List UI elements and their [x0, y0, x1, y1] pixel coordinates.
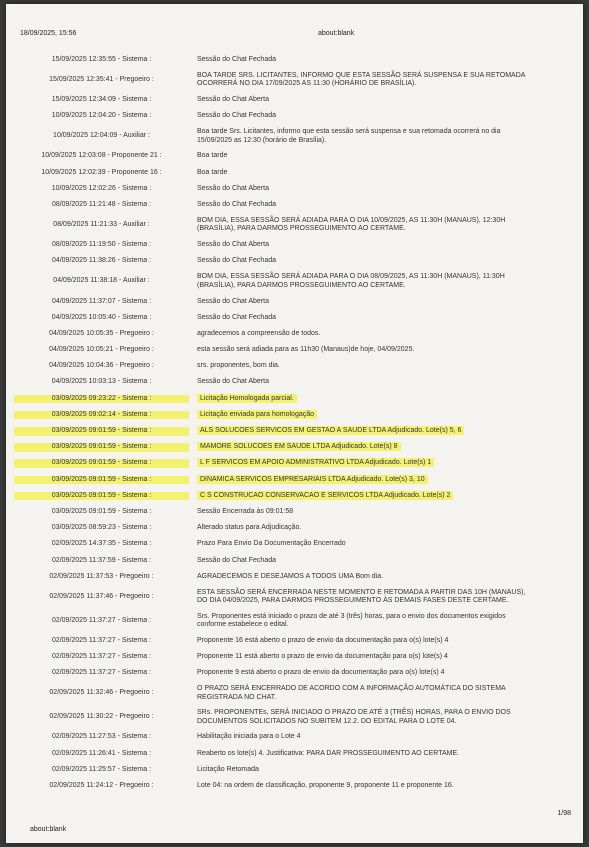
log-message-text: Sessão do Chat Aberta — [197, 378, 269, 386]
log-timestamp: 04/09/2025 10:05:40 - Sistema : — [51, 313, 152, 321]
page-number: 1/98 — [557, 810, 571, 817]
log-entry — [14, 358, 574, 374]
log-message-text: BOM DIA, ESSA SESSÃO SERÁ ADIADA PARA O DIA 10/09/2025, AS 11:30H (MANAUS), 12:30H (BRASÍLIA), PARA DARMOS PROSSEGUIMENTO AO CERTAME. — [197, 216, 506, 233]
log-message-text: Boa tarde — [197, 152, 228, 160]
log-timestamp: 02/09/2025 11:24:12 - Pregoeiro : — [49, 782, 154, 790]
log-entry — [14, 326, 574, 342]
log-message-text: Habilitação iniciada para o Lote 4 — [197, 733, 301, 741]
log-entry — [14, 746, 574, 762]
log-message — [189, 273, 574, 290]
log-message — [189, 169, 574, 178]
log-message-text: Alterado status para Adjudicação. — [197, 524, 302, 532]
log-entry — [14, 391, 574, 407]
log-message — [189, 56, 574, 65]
log-entry — [14, 665, 574, 681]
log-timestamp: 03/09/2025 09:01:59 - Sistema : — [14, 427, 189, 436]
log-entry — [14, 537, 574, 553]
log-timestamp: 08/09/2025 11:19:50 - Sistema : — [51, 241, 152, 249]
log-entry — [14, 504, 574, 520]
log-message — [189, 128, 574, 145]
log-timestamp: 10/09/2025 12:02:26 - Sistema : — [51, 184, 152, 192]
log-message-text: Sessão do Chat Fechada — [197, 313, 276, 321]
log-message — [189, 241, 574, 250]
log-message — [189, 459, 574, 468]
log-entry — [14, 165, 574, 181]
log-entry — [14, 181, 574, 197]
log-message-text: Boa tarde Srs. Licitantes, informo que esta sessão será suspensa e sua retomada ocorrerá no dia 15/09/2025 as 12:30 (horário de Brasília). — [197, 128, 501, 144]
log-timestamp: 03/09/2025 09:01:59 - Sistema : — [14, 476, 189, 485]
log-message-text: Prazo Para Envio Da Documentação Encerrado — [197, 540, 346, 548]
log-message — [189, 709, 574, 726]
log-message — [189, 653, 574, 662]
log-entry — [14, 92, 574, 108]
log-timestamp: 02/09/2025 11:37:27 - Sistema : — [51, 636, 152, 644]
log-message — [189, 346, 574, 355]
log-timestamp: 10/09/2025 12:02:39 - Proponente 16 : — [41, 168, 162, 176]
log-timestamp: 15/09/2025 12:34:09 - Sistema : — [51, 96, 152, 104]
log-message — [189, 476, 574, 485]
log-entry — [14, 407, 574, 423]
log-message-text: Sessão do Chat Fechada — [197, 55, 276, 63]
log-message — [189, 613, 574, 630]
log-timestamp: 03/09/2025 09:01:59 - Sistema : — [14, 492, 189, 501]
log-message — [189, 524, 574, 533]
log-message — [189, 766, 574, 775]
log-entry — [14, 254, 574, 270]
log-entry — [14, 270, 574, 294]
log-timestamp: 03/09/2025 08:59:23 - Sistema : — [51, 524, 152, 532]
log-timestamp: 04/09/2025 11:38:26 - Sistema : — [51, 257, 152, 265]
log-message-text: agradecemos a compreensão de todos. — [197, 329, 321, 337]
log-message — [189, 782, 574, 791]
log-timestamp: 02/09/2025 11:26:41 - Sistema : — [51, 749, 152, 757]
log-message — [189, 540, 574, 549]
log-timestamp: 02/09/2025 11:25:57 - Sistema : — [51, 765, 152, 773]
log-message-text: Sessão do Chat Aberta — [197, 297, 269, 305]
log-timestamp: 04/09/2025 10:05:21 - Pregoeiro : — [49, 346, 154, 354]
log-message — [189, 589, 574, 606]
log-timestamp: 02/09/2025 11:30:22 - Pregoeiro : — [49, 713, 154, 721]
log-message-text: BOM DIA, ESSA SESSÃO SERÁ ADIADA PARA O DIA 08/09/2025, AS 11:30H (MANAUS), 11:30H (BRASÍLIA), PARA DARMOS PROSSEGUIMENTO AO CERTAME. — [197, 273, 505, 289]
log-message-text: Proponente 11 está aberto o prazo de envio da documentação para o(s) lote(s) 4 — [197, 653, 448, 661]
log-timestamp: 02/09/2025 11:37:46 - Pregoeiro : — [49, 592, 154, 600]
log-message-text: Sessão do Chat Aberta — [197, 184, 269, 192]
printed-page — [6, 4, 583, 843]
log-entry — [14, 553, 574, 569]
log-entry — [14, 456, 574, 472]
log-timestamp: 08/09/2025 11:21:33 - Auxiliar : — [53, 221, 150, 229]
log-timestamp: 03/09/2025 09:01:59 - Sistema : — [14, 459, 189, 468]
print-title: about:blank — [318, 30, 355, 37]
log-message — [189, 492, 574, 501]
log-timestamp: 02/09/2025 11:37:27 - Sistema : — [51, 669, 152, 677]
log-entry — [14, 149, 574, 165]
log-entry — [14, 569, 574, 585]
log-entry — [14, 294, 574, 310]
log-message — [189, 257, 574, 266]
log-message-text: Sessão Encerrada às 09:01:58 — [197, 507, 294, 515]
log-message-text: Srs. Proponentes está iniciado o prazo de até 3 (três) horas, para o envio dos documentos exigidos conforme estabelece o edital. — [197, 612, 506, 629]
log-message-text: AGRADECEMOS E DESEJAMOS A TODOS UMA Bom dia. — [197, 572, 384, 580]
log-entry — [14, 778, 574, 794]
log-message — [189, 298, 574, 307]
log-message-text: MAMORE SOLUCOES EM SAUDE LTDA Adjudicado. Lote(s) 8 — [197, 442, 401, 451]
log-entry — [14, 375, 574, 391]
log-message — [189, 685, 574, 702]
log-message-text: Proponente 9 está aberto o prazo de envio da documentação para o(s) lote(s) 4 — [197, 669, 445, 677]
log-message-text: ESTA SESSÃO SERÁ ENCERRADA NESTE MOMENTO E RETOMADA A PARTIR DAS 10H (MANAUS), DO DIA 04/09/2025, PARA DARMOS PROSSEGUIMENTO ÀS DEMAIS FASES DESTE CERTAME. — [197, 588, 526, 605]
log-message-text: Licitação Retomada — [197, 765, 259, 773]
log-message-text: Sessão do Chat Fechada — [197, 112, 276, 120]
log-entry — [14, 520, 574, 536]
log-message — [189, 217, 574, 234]
log-timestamp: 15/09/2025 12:35:55 - Sistema : — [51, 55, 152, 63]
log-timestamp: 15/09/2025 12:35:41 - Pregoeiro : — [49, 75, 154, 83]
log-timestamp: 10/09/2025 12:03:08 - Proponente 21 : — [41, 152, 162, 160]
log-message-text: Sessão do Chat Fechada — [197, 556, 276, 564]
chat-log — [14, 52, 574, 794]
log-message — [189, 96, 574, 105]
log-entry — [14, 342, 574, 358]
log-timestamp: 02/09/2025 11:37:27 - Sistema : — [51, 616, 152, 624]
log-message-text: Boa tarde — [197, 168, 228, 176]
print-footer-url: about:blank — [30, 826, 67, 833]
log-message-text: Licitação Homologada parcial. — [197, 394, 297, 403]
log-message — [189, 72, 574, 89]
log-message — [189, 427, 574, 436]
log-message-text: Proponente 16 está aberto o prazo de envio da documentação para o(s) lote(s) 4 — [197, 636, 449, 644]
log-entry — [14, 108, 574, 124]
log-timestamp: 04/09/2025 10:03:13 - Sistema : — [51, 378, 152, 386]
log-timestamp: 02/09/2025 11:37:53 - Pregoeiro : — [49, 572, 154, 580]
log-message — [189, 750, 574, 759]
log-message — [189, 112, 574, 121]
log-entry — [14, 213, 574, 237]
log-message-text: ALS SOLUCOES SERVICOS EM GESTAO A SAUDE LTDA Adjudicado. Lote(s) 5, 6 — [197, 426, 464, 435]
log-message — [189, 443, 574, 452]
log-message — [189, 152, 574, 161]
log-entry — [14, 68, 574, 92]
log-timestamp: 02/09/2025 11:32:46 - Pregoeiro : — [49, 689, 154, 697]
log-timestamp: 02/09/2025 11:37:27 - Sistema : — [51, 653, 152, 661]
print-datetime: 18/09/2025, 15:56 — [20, 30, 77, 37]
log-timestamp: 04/09/2025 11:37:07 - Sistema : — [51, 297, 152, 305]
log-entry — [14, 762, 574, 778]
log-message — [189, 557, 574, 566]
log-message — [189, 669, 574, 678]
log-message — [189, 411, 574, 420]
log-entry — [14, 706, 574, 730]
log-entry — [14, 488, 574, 504]
log-timestamp: 08/09/2025 11:21:48 - Sistema : — [51, 200, 152, 208]
log-entry — [14, 649, 574, 665]
log-entry — [14, 609, 574, 633]
log-message-text: Sessão do Chat Aberta — [197, 96, 269, 104]
log-message — [189, 314, 574, 323]
log-message — [189, 185, 574, 194]
log-entry — [14, 197, 574, 213]
log-entry — [14, 310, 574, 326]
log-message — [189, 508, 574, 517]
log-timestamp: 03/09/2025 09:01:59 - Sistema : — [51, 507, 152, 515]
log-message-text: Sessão do Chat Fechada — [197, 200, 276, 208]
log-message-text: SRs. PROPONENTEs, SERÁ INICIADO O PRAZO DE ATÉ 3 (TRÊS) HORAS, PARA O ENVIO DOS DOCUMENTOS SOLICITADOS NO SUBITEM 12.2. DO EDITAL PARA O LOTE 04. — [197, 709, 511, 725]
log-message-text: O PRAZO SERÁ ENCERRADO DE ACORDO COM A INFORMAÇÃO AUTOMÁTICA DO SISTEMA REGISTRADA NO CHAT. — [197, 685, 506, 701]
log-message — [189, 201, 574, 210]
log-timestamp: 04/09/2025 10:05:35 - Pregoeiro : — [49, 329, 154, 337]
log-timestamp: 04/09/2025 10:04:36 - Pregoeiro : — [49, 362, 154, 370]
log-message-text: BOA TARDE SRS. LICITANTES, INFORMO QUE ESTA SESSÃO SERÁ SUSPENSA E SUA RETOMADA OCORRERÁ NO DIA 17/09/2025 AS 11:30 (HORÁRIO DE BRASÍLIA). — [197, 71, 526, 88]
log-message — [189, 378, 574, 387]
log-message — [189, 362, 574, 371]
log-entry — [14, 633, 574, 649]
log-entry — [14, 237, 574, 253]
log-message-text: srs. proponentes, bom dia. — [197, 362, 280, 370]
log-entry — [14, 52, 574, 68]
log-timestamp: 02/09/2025 11:27:53 - Sistema : — [51, 733, 152, 741]
log-message — [189, 330, 574, 339]
log-message — [189, 733, 574, 742]
log-timestamp: 02/09/2025 14:37:35 - Sistema : — [51, 540, 152, 548]
log-timestamp: 02/09/2025 11:37:59 - Sistema : — [51, 556, 152, 564]
log-timestamp: 04/09/2025 11:38:18 - Auxiliar : — [53, 277, 150, 285]
log-message-text: Reaberto os lote(s) 4. Justificativa: PARA DAR PROSSEGUIMENTO AO CERTAME. — [197, 749, 460, 757]
log-entry — [14, 125, 574, 149]
log-timestamp: 03/09/2025 09:01:59 - Sistema : — [14, 443, 189, 452]
log-message-text: esta sessão será adiada para as 11h30 (Manaus)de hoje, 04/09/2025. — [197, 346, 415, 354]
log-entry — [14, 472, 574, 488]
log-entry — [14, 585, 574, 609]
log-entry — [14, 423, 574, 439]
log-message-text: Sessão do Chat Fechada — [197, 257, 276, 265]
log-timestamp: 03/09/2025 09:23:22 - Sistema : — [14, 395, 189, 404]
log-message-text: L F SERVICOS EM APOIO ADMINISTRATIVO LTDA Adjudicado. Lote(s) 1 — [197, 458, 434, 467]
log-timestamp: 10/09/2025 12:04:20 - Sistema : — [51, 112, 152, 120]
log-message — [189, 637, 574, 646]
log-entry — [14, 439, 574, 455]
log-entry — [14, 682, 574, 706]
log-entry — [14, 730, 574, 746]
log-timestamp: 03/09/2025 09:02:14 - Sistema : — [14, 411, 189, 420]
log-message-text: Sessão do Chat Aberta — [197, 241, 269, 249]
log-message-text: Lote 04: na ordem de classificação, proponente 9, proponente 11 e proponente 16. — [197, 782, 454, 790]
log-message — [189, 573, 574, 582]
log-message — [189, 395, 574, 404]
log-message-text: C S CONSTRUCAO CONSERVACAO E SERVICOS LTDA Adjudicado. Lote(s) 2 — [197, 491, 453, 500]
log-message-text: DINAMICA SERVICOS EMPRESARIAIS LTDA Adjudicado. Lote(s) 3, 10 — [197, 475, 428, 484]
log-timestamp: 10/09/2025 12:04:09 - Auxiliar : — [53, 132, 150, 140]
log-message-text: Licitação enviada para homologação — [197, 410, 317, 419]
